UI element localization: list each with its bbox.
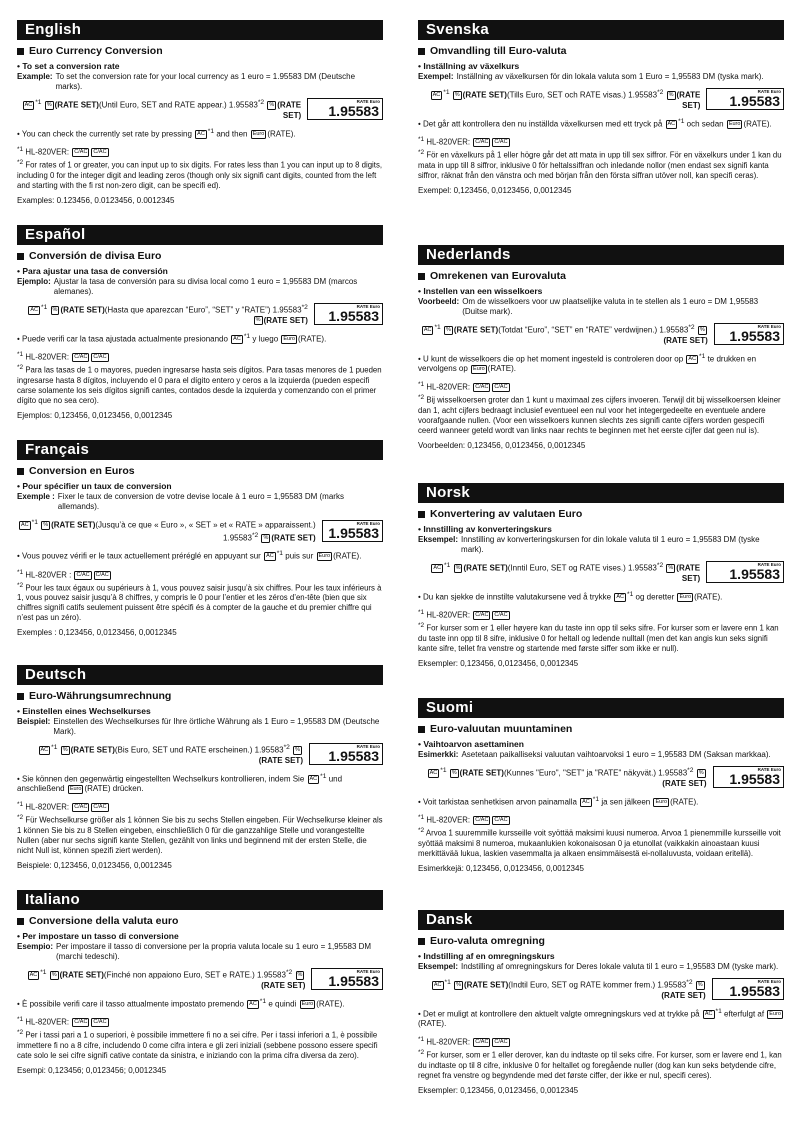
example <box>17 277 383 297</box>
ac-key-icon: AC <box>616 593 625 600</box>
footnote-2: $^{*2}$ For kurser, som er 1 eller derover, kan du indtaste op til seks cifre. For kurser, som er lavere end 1, kan du indtaste op til 8 cifre, inklusive 0 for heltallet og foregående nuller (dog kan kun seks betydende cifre, regnet fra venstre og begyndende med det første ciffer, der ikke er nul, specifi ceres). <box>418 1048 782 1080</box>
footnote-1: $^{*1}$ HL-820VER: C/AC C/AC <box>17 1016 107 1027</box>
footnote-1: $^{*1}$ HL-820VER: C/AC C/AC <box>17 801 107 812</box>
example-label: Eksempel: <box>418 535 459 544</box>
display-indicator: RATE Euro <box>356 99 380 105</box>
section-de <box>17 665 383 870</box>
language-header: Svenska <box>418 20 784 40</box>
percent-key-icon: % <box>698 770 704 777</box>
ac-key-icon: AC <box>688 355 697 362</box>
calculator-display <box>706 561 784 583</box>
example-label: Exemple : <box>17 492 55 501</box>
example-text: Indstilling af omregningskurs for Deres lokale valuta til 1 euro = 1,95583 DM (tyske mark). <box>461 962 779 971</box>
examples-line: Beispiele: 0,123456, 0,0123456, 0,0012345 <box>17 860 172 870</box>
example-text: Ajustar la tasa de conversión para su divisa local como 1 euro = 1,95583 DM (marcos alemanes). <box>53 277 358 296</box>
key-sequence: AC $^{*1}$ % (RATE SET)(Indtil Euro, SET og RATE kommer frem.) 1.95583$^{*2}$ %(RATE SET) <box>433 979 706 1000</box>
square-bullet-icon <box>17 468 24 475</box>
clear-key-icon: C/AC <box>475 139 489 146</box>
section-no <box>418 483 784 668</box>
check-rate-note: • Sie können den gegenwärtig eingestellten Wechselkurs kontrollieren, indem Sie AC $^{*1}$ und anschließend Euro (RATE) drücken. <box>17 772 343 794</box>
footnote-2: $^{*2}$ For kurser som er 1 eller høyere kan du taste inn opp til seks sifre. For kurser som er lavere enn 1 kan du taste inn opp til 8 sifre, inklusive 0 for heltall og ledende nulltall (men det kan angis kun seks signifi kante sifre, tellet fra venstre og startende med første siffer som ikke er null). <box>418 621 779 653</box>
section-fi <box>418 698 784 873</box>
check-rate-note: • È possibile verifi care il tasso attualmente impostato premendo AC $^{*1}$ e quindi Euro (RATE). <box>17 997 345 1009</box>
euro-key-icon: Euro <box>728 120 741 127</box>
display-indicator: RATE Euro <box>757 89 781 95</box>
percent-key-icon: % <box>46 102 52 109</box>
key-sequence-row <box>17 968 383 991</box>
percent-key-icon: % <box>51 972 57 979</box>
example-text: Asetetaan paikalliseksi valuutan vaihtoarvoksi 1 euro = 1,95583 DM (Saksan markkaa). <box>461 750 771 759</box>
euro-key-icon: Euro <box>655 798 668 805</box>
ac-key-icon: AC <box>429 770 438 777</box>
key-sequence-row <box>418 323 784 346</box>
language-header: Suomi <box>418 698 784 718</box>
key-sequence: AC $^{*1}$ % (RATE SET)(Tills Euro, SET och RATE visas.) 1.95583$^{*2}$ % (RATE SET) <box>432 89 701 110</box>
section-da <box>418 910 784 1095</box>
key-sequence-row <box>17 98 383 121</box>
euro-key-icon: Euro <box>69 785 82 792</box>
percent-key-icon: % <box>263 534 269 541</box>
clear-key-icon: C/AC <box>74 354 88 361</box>
language-header: Norsk <box>418 483 784 503</box>
examples-line: Ejemplos: 0,123456, 0,0123456, 0,0012345 <box>17 410 173 420</box>
square-bullet-icon <box>418 726 425 733</box>
percent-key-icon: % <box>62 747 68 754</box>
ac-key-icon: AC <box>197 130 205 137</box>
ac-key-icon: AC <box>40 747 49 754</box>
percent-key-icon: % <box>697 982 703 989</box>
key-sequence-row <box>17 743 383 766</box>
clear-key-icon: C/AC <box>494 612 508 619</box>
ac-key-icon: AC <box>433 982 442 989</box>
key-sequence-row <box>418 978 784 1001</box>
euro-key-icon: Euro <box>318 553 331 560</box>
clear-key-icon: C/AC <box>494 817 508 824</box>
euro-key-icon: Euro <box>301 1000 314 1007</box>
square-bullet-icon <box>418 273 425 280</box>
ac-key-icon: AC <box>30 307 39 314</box>
percent-key-icon: % <box>297 972 303 979</box>
section-heading: Omrekenen van Eurovaluta <box>418 270 784 282</box>
ac-key-icon: AC <box>704 1010 713 1017</box>
clear-key-icon: C/AC <box>475 384 489 391</box>
display-indicator: RATE Euro <box>356 304 380 310</box>
subheading: • Indstilling af en omregningskurs <box>418 951 784 961</box>
display-indicator: RATE Euro <box>356 520 380 526</box>
footnote-1: $^{*1}$ HL-820VER: C/AC C/AC <box>418 136 508 147</box>
clear-key-icon: C/AC <box>93 149 107 156</box>
percent-key-icon: % <box>295 747 300 754</box>
language-header: Deutsch <box>17 665 383 685</box>
clear-key-icon: C/AC <box>475 612 489 619</box>
footnote-2: $^{*2}$ Bij wisselkoersen groter dan 1 kunt u maximaal zes cijfers invoeren. Terwijl dit bij wisselkoersen kleiner dan 1, acht cijfers bedraagt inclusief eventueel een nul voor het integergedeelte en eventuele andere voorafgaande nullen. (Voor een wisselkoers kunnen slechts zes signifi cante cijfers worden gespecifi ceerd wanneer geteld wordt van links naar rechts te beginnen met het eerste cijfer dat geen nul is). <box>418 393 781 435</box>
footnote-1: $^{*1}$ HL-820VER: C/AC C/AC <box>418 381 508 392</box>
subheading: • Inställning av växelkurs <box>418 61 784 71</box>
check-rate-note: • U kunt de wisselkoers die op het moment ingesteld is controleren door op AC $^{*1}$ te drukken en vervolgens op Euro (RATE). <box>418 352 757 374</box>
section-heading: Euro Currency Conversion <box>17 45 383 57</box>
check-rate-note: • You can check the currently set rate by pressing AC $^{*1}$ and then Euro (RATE). <box>17 127 296 139</box>
clear-key-icon: C/AC <box>76 572 90 578</box>
display-indicator: RATE Euro <box>757 979 781 985</box>
subheading: • Innstilling av konverteringskurs <box>418 524 784 534</box>
examples-line: Voorbeelden: 0,123456, 0,0123456, 0,0012345 <box>418 440 586 450</box>
ac-key-icon: AC <box>309 775 318 782</box>
ac-key-icon: AC <box>24 102 33 109</box>
subheading: • Einstellen eines Wechselkurses <box>17 706 383 716</box>
clear-key-icon: C/AC <box>74 149 88 156</box>
percent-key-icon: % <box>455 565 461 572</box>
percent-key-icon: % <box>699 327 705 334</box>
display-value: 1.95583 <box>729 771 780 788</box>
language-header: Dansk <box>418 910 784 930</box>
example-label: Beispiel: <box>17 717 51 726</box>
calculator-display <box>307 98 383 120</box>
percent-key-icon: % <box>52 307 58 314</box>
section-heading: Euro-Währungsumrechnung <box>17 690 383 702</box>
key-sequence: AC $^{*1}$ % (RATE SET)(Finché non appaiono Euro, SET e RATE.) 1.95583$^{*2}$ %(RATE SET) <box>29 969 306 990</box>
section-sv <box>418 20 784 195</box>
display-value: 1.95583 <box>729 983 780 1000</box>
display-value: 1.95583 <box>328 308 379 325</box>
footnote-2: $^{*2}$ Arvoa 1 suuremmille kursseille voit syöttää maksimi kuusi numeroa. Arvoa 1 pienemmille kursseille voit syöttää maksimi 8 numeroa, mukaanlukien kokonaisosan 0 ja etunollat (vaikkakin ainoastaan kuusi merkittävää lukua, laskien vasemmalta ja alkaen ensimmäisestä ei-nollaluvusta, voidaan eritellä). <box>418 826 781 858</box>
example-text: Per impostare il tasso di conversione per la propria valuta locale su 1 euro = 1,95583 DM (marchi tedeschi). <box>56 942 372 961</box>
example <box>17 942 383 962</box>
key-sequence-row <box>17 303 383 326</box>
calculator-display <box>322 520 383 542</box>
subheading: • Vaihtoarvon asettaminen <box>418 739 784 749</box>
clear-key-icon: C/AC <box>494 139 508 146</box>
display-value: 1.95583 <box>328 524 379 541</box>
examples-line: Exemples : 0,123456, 0,0123456, 0,0012345 <box>17 628 177 638</box>
example-text: Om de wisselkoers voor uw plaatselijke valuta in te stellen als 1 euro = DM 1,95583 (Duitse mark). <box>462 297 759 316</box>
footnote-2: $^{*2}$ For rates of 1 or greater, you can input up to six digits. For rates less than 1 you can input up to 8 digits, including 0 for the integer digit and leading zeros (though only six signifi cant digits, counted from the left and starting with the fi rst non-zero digit, can be specifi ed). <box>17 158 383 190</box>
display-indicator: RATE Euro <box>757 324 781 330</box>
footnote-2: $^{*2}$ För en växelkurs på 1 eller högre går det att mata in upp till sex siffror. För en växelkurs under 1 kan du mata in upp till 8 siffror, inklusive 0 för heltalssiffran och inledande nollor (men endast sex signifi kanta siffror, räknat från den vänstra och med början från den första siffran utöver noll, kan specifi ceras). <box>418 148 782 180</box>
key-sequence: AC $^{*1}$ % (RATE SET)(Hasta que aparezcan “Euro”, “SET” y “RATE”) 1.95583$^{*2}$ % (RATE SET) <box>30 304 308 325</box>
footnote-1: $^{*1}$ HL-820VER: C/AC C/AC <box>17 351 107 362</box>
key-sequence: AC $^{*1}$ % (RATE SET)(Totdat “Euro”, “SET” en “RATE” verdwijnen.) 1.95583$^{*2}$ %(RATE SET) <box>423 324 708 345</box>
section-nl <box>418 245 784 450</box>
footnote-2: $^{*2}$ Para las tasas de 1 o mayores, pueden ingresarse hasta seis dígitos. Para tasas menores de 1 pueden ingresarse hasta 8 dígitos, incluyendo el 0 para el dígito entero y ceros a la izquierda (pueden especifi carse solamente los seis dígitos signifi cantes, contados desde la izquierda y comenzando con el primer dígito que no sea cero). <box>17 363 382 405</box>
example-text: Inställning av växelkursen för din lokala valuta som 1 Euro = 1,95583 DM (tyska mark). <box>456 72 764 81</box>
clear-key-icon: C/AC <box>475 1039 489 1046</box>
percent-key-icon: % <box>456 982 461 989</box>
subheading: • Per impostare un tasso di conversione <box>17 931 383 941</box>
subheading: • Pour spécifier un taux de conversion <box>17 481 383 491</box>
subheading: • To set a conversion rate <box>17 61 383 71</box>
examples-line: Eksempler: 0,123456, 0,0123456, 0,0012345 <box>418 1085 579 1095</box>
display-indicator: RATE Euro <box>356 969 380 975</box>
percent-key-icon: % <box>668 92 674 99</box>
percent-key-icon: % <box>255 317 261 324</box>
display-value: 1.95583 <box>328 748 379 765</box>
square-bullet-icon <box>17 253 24 260</box>
calculator-display <box>714 323 784 345</box>
example <box>17 72 383 92</box>
percent-key-icon: % <box>451 770 457 777</box>
display-indicator: RATE Euro <box>757 767 781 773</box>
language-header: Español <box>17 225 383 245</box>
clear-key-icon: C/AC <box>475 817 489 824</box>
ac-key-icon: AC <box>249 1000 257 1007</box>
calculator-display <box>712 978 784 1000</box>
ac-key-icon: AC <box>582 798 590 805</box>
key-sequence: AC $^{*1}$ % (RATE SET)(Until Euro, SET and RATE appear.) 1.95583$^{*2}$ % (RATE SET) <box>24 99 302 120</box>
example-label: Ejemplo: <box>17 277 51 286</box>
clear-key-icon: C/AC <box>95 572 109 578</box>
display-value: 1.95583 <box>328 103 379 120</box>
example-label: Voorbeeld: <box>418 297 460 306</box>
example-text: Einstellen des Wechselkurses für Ihre örtliche Währung als 1 Euro = 1,95583 DM (Deutsche Mark). <box>53 717 380 736</box>
key-sequence: AC $^{*1}$ % (RATE SET)(Jusqu’à ce que « Euro », « SET » et « RATE » apparaissent.) 1.95583$^{*2}$ % (RATE SET) <box>21 519 316 543</box>
key-sequence-row <box>418 561 784 584</box>
language-header: English <box>17 20 383 40</box>
clear-key-icon: C/AC <box>74 1019 88 1026</box>
square-bullet-icon <box>418 511 425 518</box>
key-sequence-row <box>17 518 383 543</box>
section-heading: Conversion en Euros <box>17 465 383 477</box>
clear-key-icon: C/AC <box>74 804 88 811</box>
display-value: 1.95583 <box>729 328 780 345</box>
percent-key-icon: % <box>446 327 451 334</box>
display-value: 1.95583 <box>729 93 780 110</box>
footnote-2: $^{*2}$ Für Wechselkurse größer als 1 können Sie bis zu sechs Stellen eingeben. Für Wechselkurse kleiner als 1 können Sie bis zu 8 Stellen eingeben, einschließlich 0 für die ganzzahlige Stelle und vorangestellte Nullen (aber nur sechs signifi kante Stellen, gezählt von links und beginnend mit der ersten Stelle, die nicht Null ist, können spezifi ziert werden). <box>17 813 383 855</box>
footnote-1: $^{*1}$ HL-820VER: C/AC C/AC <box>418 609 508 620</box>
check-rate-note: • Det er muligt at kontrollere den aktuelt valgte omregningskurs ved at trykke på AC $^{*1}$ efterfulgt af Euro(RATE). <box>418 1007 781 1029</box>
example-text: To set the conversion rate for your local currency as 1 euro = 1.95583 DM (Deutsche marks). <box>55 72 356 91</box>
display-indicator: RATE Euro <box>757 562 781 568</box>
percent-key-icon: % <box>454 92 460 99</box>
percent-key-icon: % <box>43 522 49 529</box>
display-value: 1.95583 <box>328 973 379 990</box>
clear-key-icon: C/AC <box>494 1039 508 1046</box>
footnote-2: $^{*2}$ Per i tassi pari a 1 o superiori, è possibile immettere fi no a sei cifre. Per i tassi inferiori a 1, è possibile immettere fi no a 8 cifre, includendo 0 come cifra intera e gli zeri iniziali (sebbene possono essere specifi cate solo le sei cifre signifi cative contate da sinistra, e iniziando con la prima cifra diversa da zero). <box>17 1028 378 1060</box>
language-header: Français <box>17 440 383 460</box>
clear-key-icon: C/AC <box>93 1019 107 1026</box>
section-heading: Euro-valuta omregning <box>418 935 784 947</box>
square-bullet-icon <box>418 48 425 55</box>
square-bullet-icon <box>418 938 425 945</box>
ac-key-icon: AC <box>432 92 441 99</box>
calculator-display <box>706 88 784 110</box>
footnote-1: $^{*1}$ HL-820VER: C/AC C/AC <box>418 1036 508 1047</box>
ac-key-icon: AC <box>266 553 274 560</box>
footnote-1: $^{*1}$ HL-820VER: C/AC C/AC <box>17 146 107 157</box>
example-text: Fixer le taux de conversion de votre devise locale à 1 euro = 1,95583 DM (marks allemands). <box>57 492 344 511</box>
section-heading: Conversión de divisa Euro <box>17 250 383 262</box>
euro-key-icon: Euro <box>769 1010 781 1017</box>
check-rate-note: • Puede verifi car la tasa ajustada actualmente presionando AC $^{*1}$ y luego Euro (RATE). <box>17 332 327 344</box>
check-rate-note: • Du kan sjekke de innstilte valutakursene ved å trykke AC $^{*1}$ og deretter Euro (RATE). <box>418 590 723 602</box>
section-heading: Konvertering av valutaen Euro <box>418 508 784 520</box>
display-indicator: RATE Euro <box>356 744 380 750</box>
clear-key-icon: C/AC <box>93 804 107 811</box>
language-header: Nederlands <box>418 245 784 265</box>
ac-key-icon: AC <box>21 522 29 529</box>
footnote-1: $^{*1}$ HL-820VER: C/AC C/AC <box>418 814 508 825</box>
euro-key-icon: Euro <box>473 365 485 372</box>
euro-key-icon: Euro <box>252 130 265 137</box>
percent-key-icon: % <box>269 102 275 109</box>
clear-key-icon: C/AC <box>494 384 508 391</box>
key-sequence-row <box>418 766 784 789</box>
calculator-display <box>311 968 383 990</box>
square-bullet-icon <box>17 48 24 55</box>
ac-key-icon: AC <box>433 565 442 572</box>
key-sequence: AC $^{*1}$ % (RATE SET)(Bis Euro, SET und RATE erscheinen.) 1.95583$^{*2}$ %(RATE SET) <box>40 744 303 765</box>
examples-line: Esempi: 0,123456; 0,0123456; 0,0012345 <box>17 1065 167 1075</box>
footnote-2: $^{*2}$ Pour les taux égaux ou supérieurs à 1, vous pouvez saisir jusqu’à six chiffres. Pour les taux inférieurs à 1, vous pouvez saisir jusqu’à 8 chiffres, y compris le 0 pour l’entier et les zéros d’en-tête (bien que six chiffres signifi catifs seulement puissent être spécifi és à compter de la gauche et du premier chiffre qui n’est pas un zéro). <box>17 581 382 623</box>
example <box>418 72 784 82</box>
examples-line: Examples: 0.123456, 0.0123456, 0.0012345 <box>17 195 175 205</box>
example <box>17 492 383 512</box>
examples-line: Exempel: 0,123456, 0,0123456, 0,0012345 <box>418 185 572 195</box>
example-label: Esimerkki: <box>418 750 459 759</box>
subheading: • Para ajustar una tasa de conversión <box>17 266 383 276</box>
percent-key-icon: % <box>668 565 674 572</box>
section-heading: Conversione della valuta euro <box>17 915 383 927</box>
calculator-display <box>713 766 784 788</box>
footnote-1: $^{*1}$ HL-820VER : C/AC C/AC <box>17 568 109 580</box>
ac-key-icon: AC <box>233 335 241 342</box>
check-rate-note: • Vous pouvez vérifi er le taux actuellement préréglé en appuyant sur AC $^{*1}$ puis sur Euro (RATE). <box>17 550 362 561</box>
example-text: Innstilling av konverteringskursen for din lokale valuta til 1 euro = 1,95583 DM (tyske mark). <box>461 535 760 554</box>
example <box>418 535 784 555</box>
examples-line: Eksempler: 0,123456, 0,0123456, 0,0012345 <box>418 658 579 668</box>
calculator-display <box>309 743 383 765</box>
section-heading: Omvandling till Euro-valuta <box>418 45 784 57</box>
key-sequence: AC $^{*1}$ % (RATE SET)(Kunnes "Euro", "SET" ja "RATE" näkyvät.) 1.95583$^{*2}$ %(RATE SET) <box>429 767 707 788</box>
square-bullet-icon <box>17 693 24 700</box>
clear-key-icon: C/AC <box>93 354 107 361</box>
euro-key-icon: Euro <box>679 593 692 600</box>
section-it <box>17 890 383 1075</box>
example <box>17 717 383 737</box>
check-rate-note: • Voit tarkistaa senhetkisen arvon painamalla AC $^{*1}$ ja sen jälkeen Euro (RATE). <box>418 795 699 807</box>
check-rate-note: • Det går att kontrollera den nu inställda växelkursen med ett tryck på AC $^{*1}$ och sedan Euro (RATE). <box>418 117 772 129</box>
subheading: • Instellen van een wisselkoers <box>418 286 784 296</box>
key-sequence: AC $^{*1}$ % (RATE SET)(Inntil Euro, SET og RATE vises.) 1.95583$^{*2}$ % (RATE SET) <box>433 562 701 583</box>
language-header: Italiano <box>17 890 383 910</box>
calculator-display <box>314 303 383 325</box>
display-value: 1.95583 <box>729 566 780 583</box>
key-sequence-row <box>418 88 784 111</box>
euro-key-icon: Euro <box>283 335 295 342</box>
example <box>418 750 784 760</box>
section-heading: Euro-valuutan muuntaminen <box>418 723 784 735</box>
ac-key-icon: AC <box>667 120 676 127</box>
section-fr <box>17 440 383 637</box>
section-es <box>17 225 383 420</box>
example-label: Example: <box>17 72 53 81</box>
ac-key-icon: AC <box>423 327 432 334</box>
example <box>418 297 784 317</box>
example-label: Esempio: <box>17 942 54 951</box>
section-en <box>17 20 383 205</box>
square-bullet-icon <box>17 918 24 925</box>
example-label: Exempel: <box>418 72 454 81</box>
example-label: Eksempel: <box>418 962 459 971</box>
examples-line: Esimerkkejä: 0,123456, 0,0123456, 0,0012345 <box>418 863 584 873</box>
ac-key-icon: AC <box>29 972 38 979</box>
example <box>418 962 784 972</box>
